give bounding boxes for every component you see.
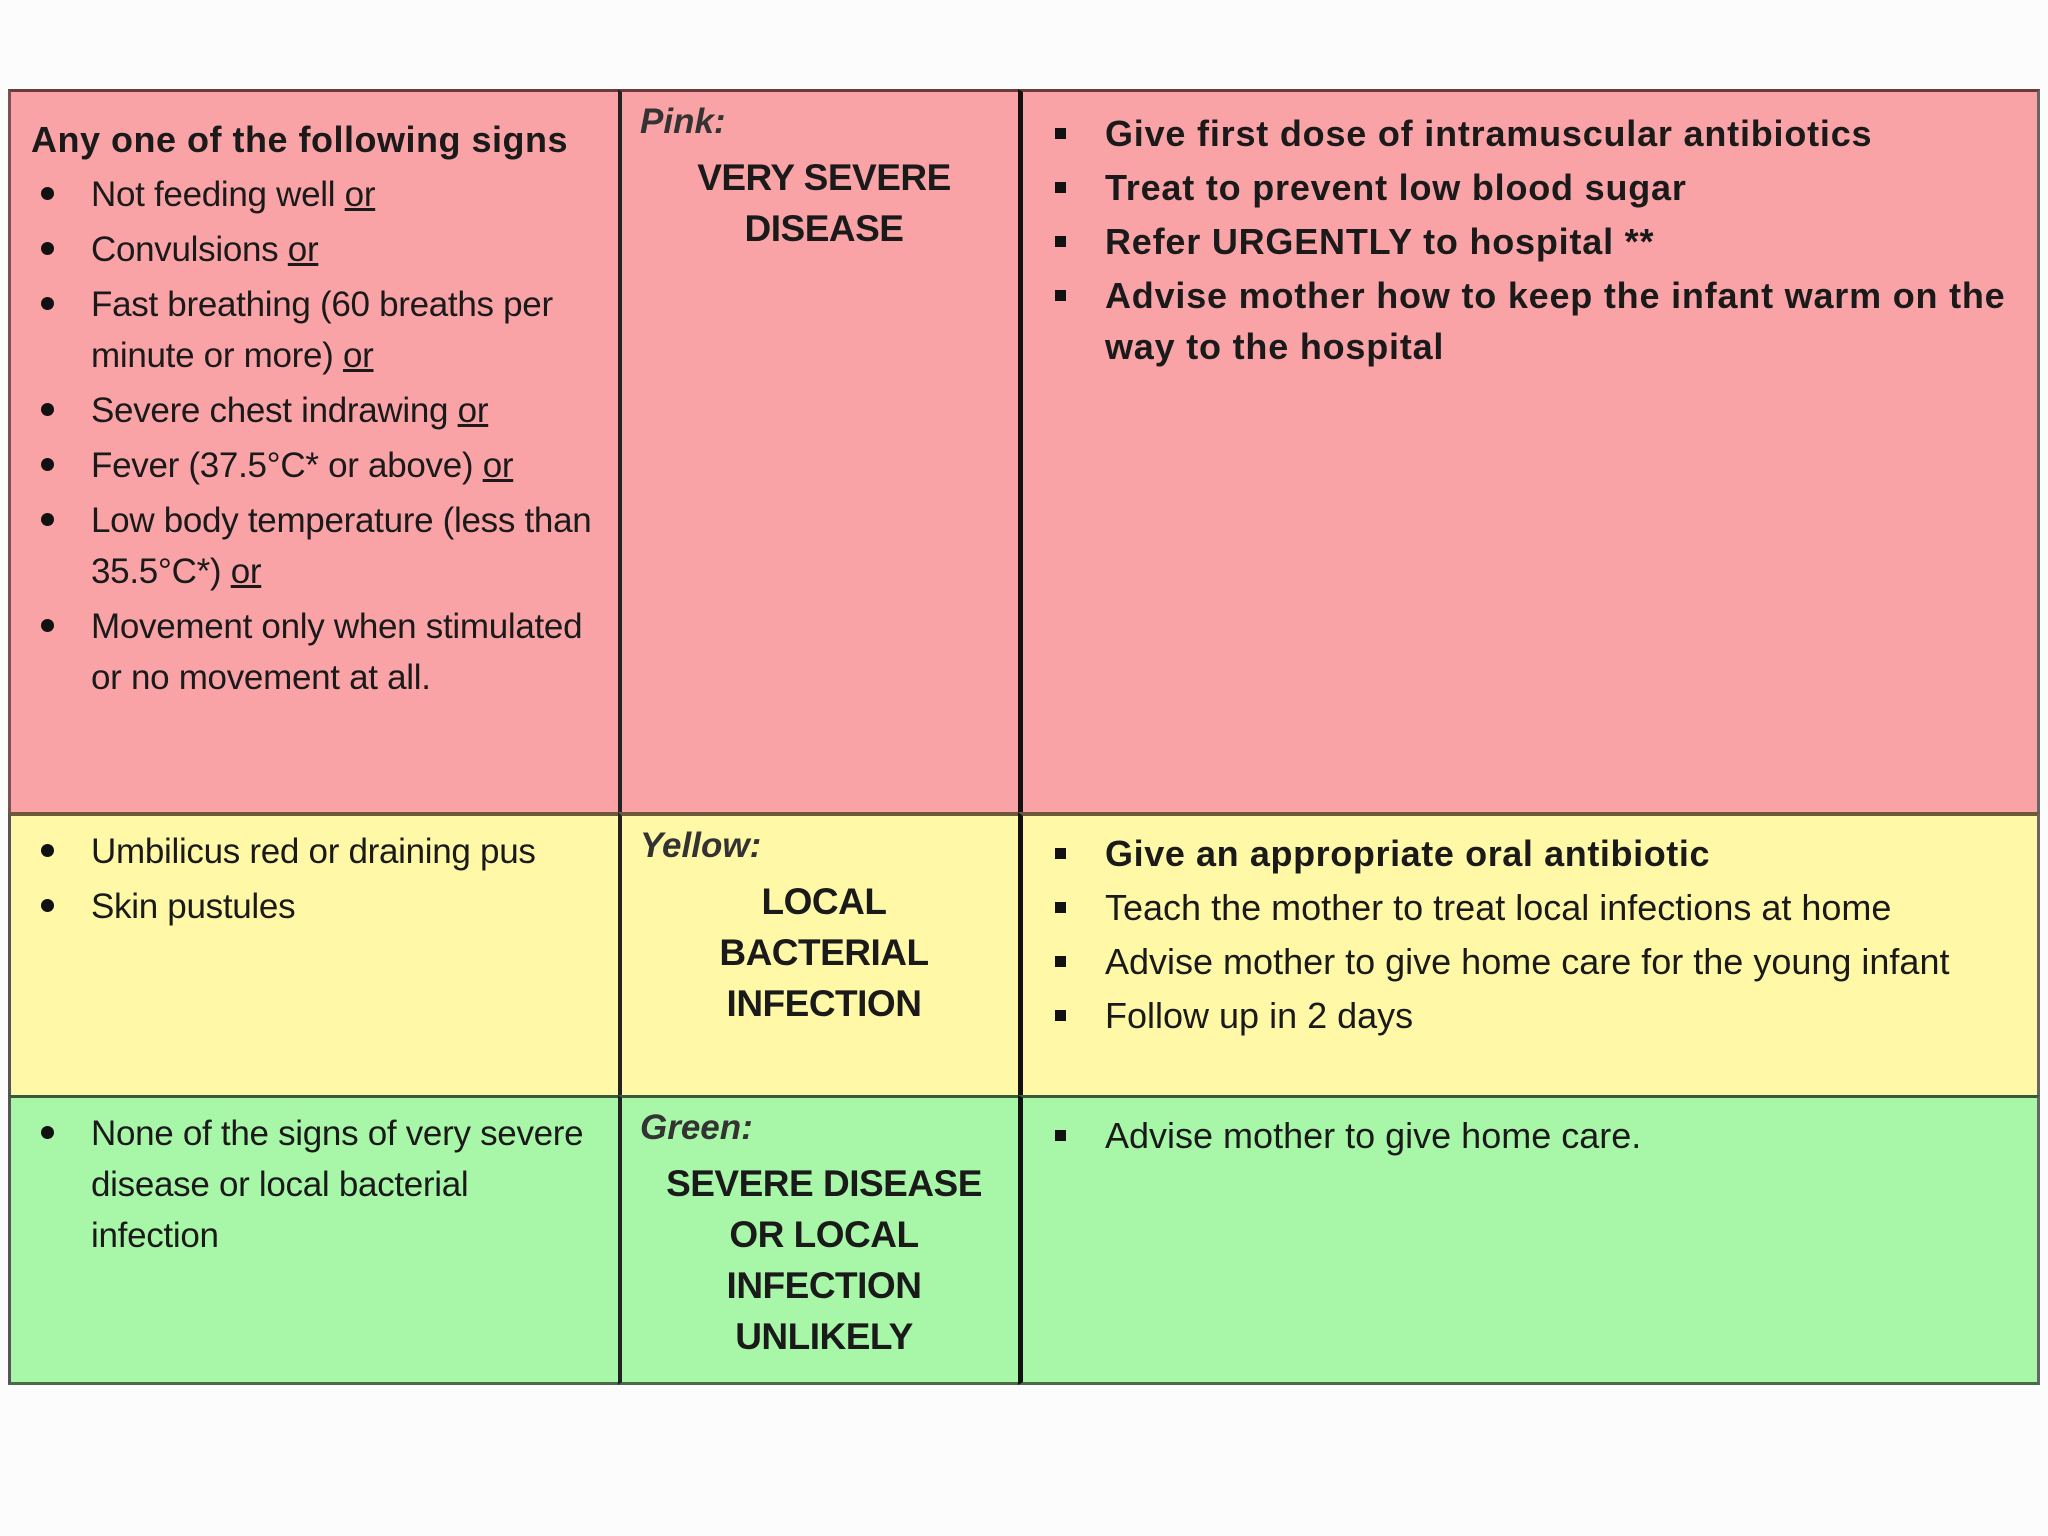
- color-label: Yellow:: [640, 826, 762, 865]
- color-label: Green:: [640, 1108, 753, 1147]
- bullet-icon: [1055, 902, 1066, 913]
- list-item: Give first dose of intramuscular antibiotics: [1053, 108, 2017, 159]
- treatment-cell-pink: [1018, 89, 2040, 812]
- treatment-list: [1053, 108, 2017, 372]
- signs-cell-green: [8, 1095, 618, 1385]
- classification-cell-green: [618, 1095, 1018, 1385]
- list-item: Give an appropriate oral antibiotic: [1053, 828, 2017, 879]
- classification-name: LOCAL BACTERIAL INFECTION: [719, 881, 929, 1024]
- classification-name: SEVERE DISEASE OR LOCAL INFECTION UNLIKELY: [666, 1163, 982, 1357]
- bullet-icon: [41, 242, 54, 255]
- signs-heading: Any one of the following signs: [31, 119, 568, 160]
- list-item: Not feeding well or: [31, 169, 602, 220]
- signs-cell-yellow: [8, 812, 618, 1095]
- bullet-icon: [41, 899, 54, 912]
- bullet-icon: [1055, 182, 1066, 193]
- list-item: Low body temperature (less than 35.5°C*) or: [31, 495, 602, 597]
- bullet-icon: [1055, 956, 1066, 967]
- classification-cell-pink: [618, 89, 1018, 812]
- list-item: Advise mother to give home care for the young infant: [1053, 936, 2017, 987]
- list-item: Severe chest indrawing or: [31, 385, 602, 436]
- bullet-icon: [41, 844, 54, 857]
- bullet-icon: [41, 513, 54, 526]
- treatment-list: [1053, 1110, 2017, 1161]
- signs-list: [31, 1108, 602, 1261]
- list-item: Treat to prevent low blood sugar: [1053, 162, 2017, 213]
- list-item: None of the signs of very severe disease or local bacterial infection: [31, 1108, 602, 1261]
- bullet-icon: [1055, 290, 1066, 301]
- signs-list: [31, 169, 602, 703]
- list-item: Teach the mother to treat local infections at home: [1053, 882, 2017, 933]
- signs-list: [31, 826, 602, 932]
- list-item: Umbilicus red or draining pus: [31, 826, 602, 877]
- bullet-icon: [41, 1126, 54, 1139]
- bullet-icon: [1055, 1010, 1066, 1021]
- treatment-cell-green: [1018, 1095, 2040, 1385]
- list-item: Refer URGENTLY to hospital **: [1053, 216, 2017, 267]
- list-item: Skin pustules: [31, 881, 602, 932]
- classification-name: VERY SEVERE DISEASE: [697, 157, 951, 249]
- bullet-icon: [41, 619, 54, 632]
- list-item: Advise mother how to keep the infant warm on the way to the hospital: [1053, 270, 2017, 372]
- treatment-list: [1053, 828, 2017, 1041]
- bullet-icon: [41, 297, 54, 310]
- classification-table: [8, 89, 2040, 1385]
- bullet-icon: [1055, 236, 1066, 247]
- list-item: Convulsions or: [31, 224, 602, 275]
- bullet-icon: [41, 458, 54, 471]
- color-label: Pink:: [640, 102, 726, 141]
- bullet-icon: [1055, 128, 1066, 139]
- bullet-icon: [1055, 848, 1066, 859]
- list-item: Movement only when stimulated or no movement at all.: [31, 601, 602, 703]
- treatment-cell-yellow: [1018, 812, 2040, 1095]
- list-item: Advise mother to give home care.: [1053, 1110, 2017, 1161]
- bullet-icon: [1055, 1130, 1066, 1141]
- list-item: Fast breathing (60 breaths per minute or more) or: [31, 279, 602, 381]
- signs-cell-pink: [8, 89, 618, 812]
- bullet-icon: [41, 403, 54, 416]
- list-item: Fever (37.5°C* or above) or: [31, 440, 602, 491]
- classification-cell-yellow: [618, 812, 1018, 1095]
- list-item: Follow up in 2 days: [1053, 990, 2017, 1041]
- bullet-icon: [41, 187, 54, 200]
